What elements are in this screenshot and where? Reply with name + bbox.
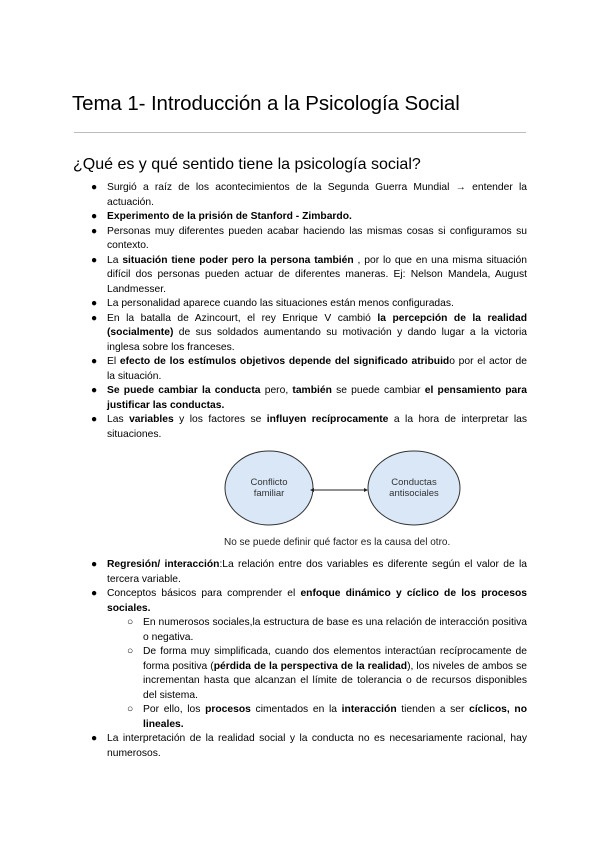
- list-item: [0, 355, 600, 384]
- left-label-1: Conflicto: [250, 477, 288, 488]
- list-item: [0, 587, 600, 732]
- item-text: cimentados en la: [250, 704, 342, 715]
- item-text: ), los niveles de ambos se incrementan hasta que alcanzan el límite de tolerancia o de recursos disponibles del sistema.: [143, 660, 527, 701]
- list-item: [0, 384, 600, 413]
- bullet-icon: ●: [91, 414, 98, 425]
- item-text-bold: enfoque dinámico y cíclico de los procesos sociales.: [107, 588, 527, 614]
- item-text: y los factores se: [173, 414, 267, 425]
- hollow-bullet-icon: ○: [127, 704, 134, 715]
- item-text-bold: procesos: [205, 704, 251, 715]
- item-text: se puede cambiar: [331, 385, 425, 396]
- title-divider: [74, 132, 526, 133]
- list-item: [0, 297, 600, 312]
- bullet-icon: ●: [91, 588, 98, 599]
- right-label-1: Conductas: [391, 477, 437, 488]
- item-text: Por ello, los: [143, 704, 206, 715]
- item-text: Las: [107, 414, 130, 425]
- left-label-2: familiar: [253, 488, 285, 499]
- page-title: Tema 1- Introducción a la Psicología Social: [72, 92, 460, 115]
- item-text: , por lo que en una misma situación difícil dos personas pueden actuar de diferentes maneras. Ej: Nelson Mandela, August Landmesser.: [107, 254, 528, 295]
- bullet-icon: ●: [91, 254, 98, 266]
- item-text: La: [107, 254, 123, 266]
- item-text: La interpretación de la realidad social y la conducta no es necesariamente racional, hay numerosos.: [107, 733, 527, 759]
- item-text-bold: cíclicos, no lineales.: [143, 704, 527, 730]
- section-heading: ¿Qué es y qué sentido tiene la psicología social?: [73, 156, 421, 173]
- bullet-icon: ●: [91, 225, 98, 237]
- bullet-icon: ●: [91, 211, 98, 222]
- item-text: :La relación entre dos variables es diferente según el valor de la tercera variable.: [107, 559, 527, 585]
- bullet-icon: ●: [91, 559, 98, 570]
- list-item: [0, 254, 600, 298]
- bullet-icon: ●: [91, 298, 98, 309]
- item-text-bold: también: [292, 385, 332, 396]
- sub-list-item: [107, 645, 527, 703]
- list-item: [0, 312, 600, 356]
- bullet-icon: ●: [91, 182, 98, 193]
- item-text: En numerosos sociales,la estructura de base es una relación de interacción positiva o negativa.: [143, 617, 527, 643]
- item-text-bold: el pensamiento para justificar las conductas.: [107, 385, 527, 411]
- item-text: En la batalla de Azincourt, el rey Enrique V cambió: [107, 312, 378, 324]
- diagram-caption: No se puede definir qué factor es la causa del otro.: [224, 537, 451, 548]
- item-text: Personas muy diferentes pueden acabar haciendo las mismas cosas si configuramos su contexto.: [107, 225, 527, 251]
- bullet-icon: ●: [91, 385, 98, 396]
- bullet-icon: ●: [91, 733, 98, 744]
- item-text: de sus soldados aumentando su motivación y dando lugar a la victoria inglesa sobre los franceses.: [107, 327, 527, 353]
- item-text: Conceptos básicos para comprender el: [107, 588, 301, 599]
- sub-list-item: [107, 616, 527, 645]
- bullet-icon: ●: [91, 312, 98, 324]
- list-item: [0, 210, 600, 225]
- list-item: [0, 225, 600, 254]
- hollow-bullet-icon: ○: [127, 646, 134, 657]
- bullet-icon: ●: [91, 356, 98, 367]
- item-text-bold: Experimento de la prisión de Stanford - Zimbardo.: [107, 211, 352, 222]
- main-bullet-list: [0, 181, 600, 761]
- item-text: Surgió a raíz de los acontecimientos de la Segunda Guerra Mundial → entender la actuación.: [107, 182, 527, 208]
- list-item: [0, 181, 600, 210]
- list-item: [0, 732, 600, 761]
- item-text: o por el actor de la situación.: [107, 356, 527, 382]
- diagram-svg: [224, 444, 494, 536]
- interaction-diagram: [107, 442, 527, 558]
- item-text-bold: influyen recíprocamente: [266, 414, 389, 425]
- right-label-2: antisociales: [389, 488, 439, 499]
- list-item: [0, 558, 600, 587]
- item-text-bold: variables: [129, 414, 174, 425]
- item-text-bold: efecto de los estímulos objetivos depende del significado atribuid: [119, 356, 450, 367]
- item-text-bold: pérdida de la perspectiva de la realidad: [213, 660, 408, 672]
- item-text: tienden a ser: [396, 704, 470, 715]
- item-text-bold: la percepción de la realidad (socialmente): [107, 312, 527, 338]
- item-text: a la hora de interpretar las situaciones.: [107, 414, 527, 440]
- item-text: La personalidad aparece cuando las situaciones están menos configuradas.: [107, 298, 454, 309]
- item-text: El: [107, 356, 120, 367]
- item-text: De forma muy simplificada, cuando dos elementos interactúan recíprocamente de forma positiva (: [143, 646, 527, 672]
- item-text-bold: Se puede cambiar la conducta: [107, 385, 261, 396]
- item-text: pero,: [260, 385, 293, 396]
- right-arrowhead-icon: [364, 488, 368, 492]
- sub-list-item: [107, 703, 527, 732]
- list-item: [0, 413, 600, 558]
- item-text-bold: interacción: [341, 704, 397, 715]
- sub-bullet-list: [107, 616, 527, 732]
- item-text-bold: situación tiene poder pero la persona también: [122, 254, 354, 266]
- item-text-bold: Regresión/ interacción: [107, 559, 220, 570]
- hollow-bullet-icon: ○: [127, 617, 134, 628]
